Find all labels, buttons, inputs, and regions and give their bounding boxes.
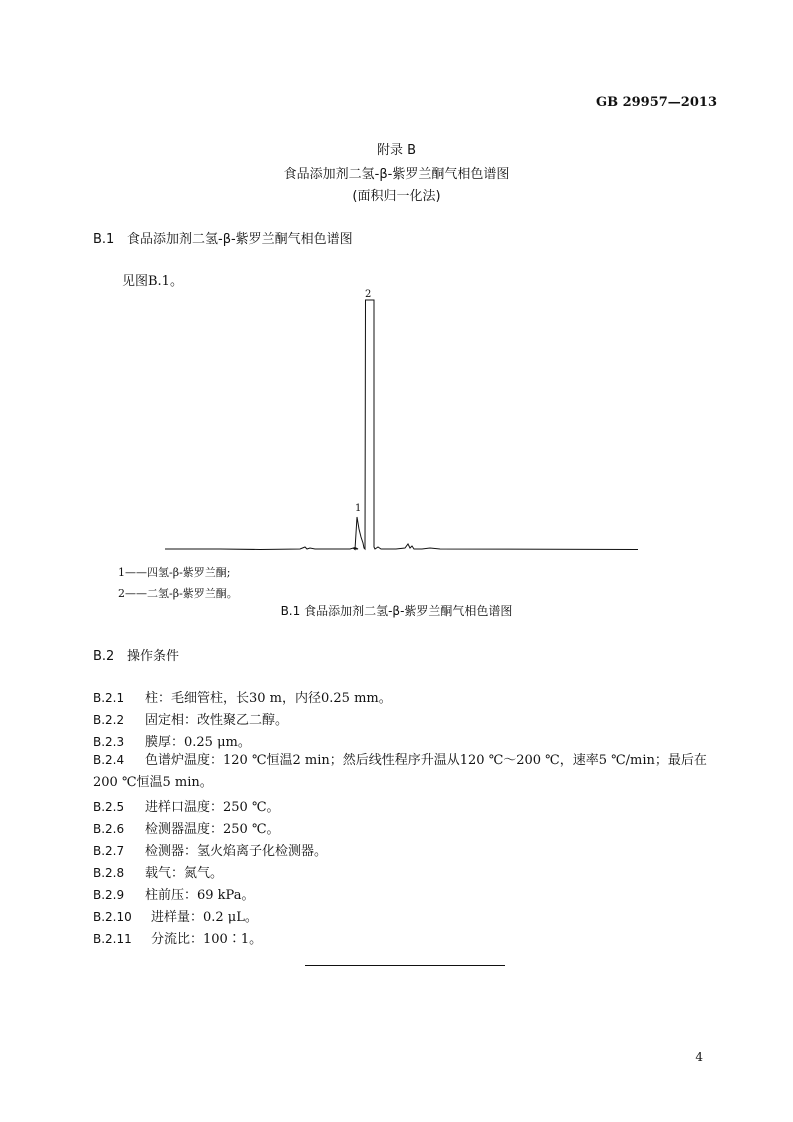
- legend-item-1: 1——四氢-β-紫罗兰酮;: [118, 566, 231, 579]
- chromatogram-trace: [165, 300, 638, 550]
- section-b1-title: 食品添加剂二氢-β-紫罗兰酮气相色谱图: [127, 232, 353, 247]
- peak-label-1: 1: [355, 503, 362, 514]
- appendix-label: 附录 B: [376, 143, 417, 158]
- section-b1-paragraph: 见图B.1。: [122, 274, 183, 289]
- condition-item: B.2.6 检测器温度：250 ℃。: [93, 822, 280, 837]
- end-rule: [305, 965, 505, 966]
- condition-item: B.2.2 固定相：改性聚乙二醇。: [93, 713, 289, 728]
- condition-item: B.2.1 柱：毛细管柱，长30 m，内径0.25 mm。: [93, 691, 392, 706]
- section-b1-heading: [93, 228, 353, 247]
- page-number: 4: [695, 1050, 703, 1064]
- appendix-title: 食品添加剂二氢-β-紫罗兰酮气相色谱图: [283, 167, 510, 182]
- condition-item: B.2.4 色谱炉温度：120 ℃恒温2 min；然后线性程序升温从120 ℃～200 ℃，速率5 ℃/min；最后在200 ℃恒温5 min。: [93, 753, 707, 790]
- condition-item: B.2.11 分流比：100∶1。: [93, 932, 263, 947]
- condition-item: B.2.9 柱前压：69 kPa。: [93, 888, 255, 903]
- section-b2-number: B.2: [93, 649, 115, 664]
- condition-item: B.2.5 进样口温度：250 ℃。: [93, 800, 280, 815]
- peak-label-2: 2: [365, 289, 372, 300]
- legend-item-2: 2——二氢-β-紫罗兰酮。: [118, 587, 238, 600]
- condition-item: B.2.8 载气：氮气。: [93, 866, 224, 881]
- standard-number: GB 29957—2013: [595, 95, 717, 110]
- section-b1-number: B.1: [93, 232, 115, 247]
- condition-item: B.2.10 进样量：0.2 μL。: [93, 910, 258, 925]
- condition-item: B.2.7 检测器：氢火焰离子化检测器。: [93, 844, 328, 859]
- figure-caption: B.1 食品添加剂二氢-β-紫罗兰酮气相色谱图: [280, 604, 513, 618]
- chromatogram-chart: [160, 285, 640, 560]
- appendix-subtitle: (面积归一化法): [352, 189, 441, 204]
- condition-item: B.2.3 膜厚：0.25 μm。: [93, 735, 251, 750]
- section-b2-heading: [93, 645, 179, 664]
- section-b2-title: 操作条件: [127, 649, 180, 664]
